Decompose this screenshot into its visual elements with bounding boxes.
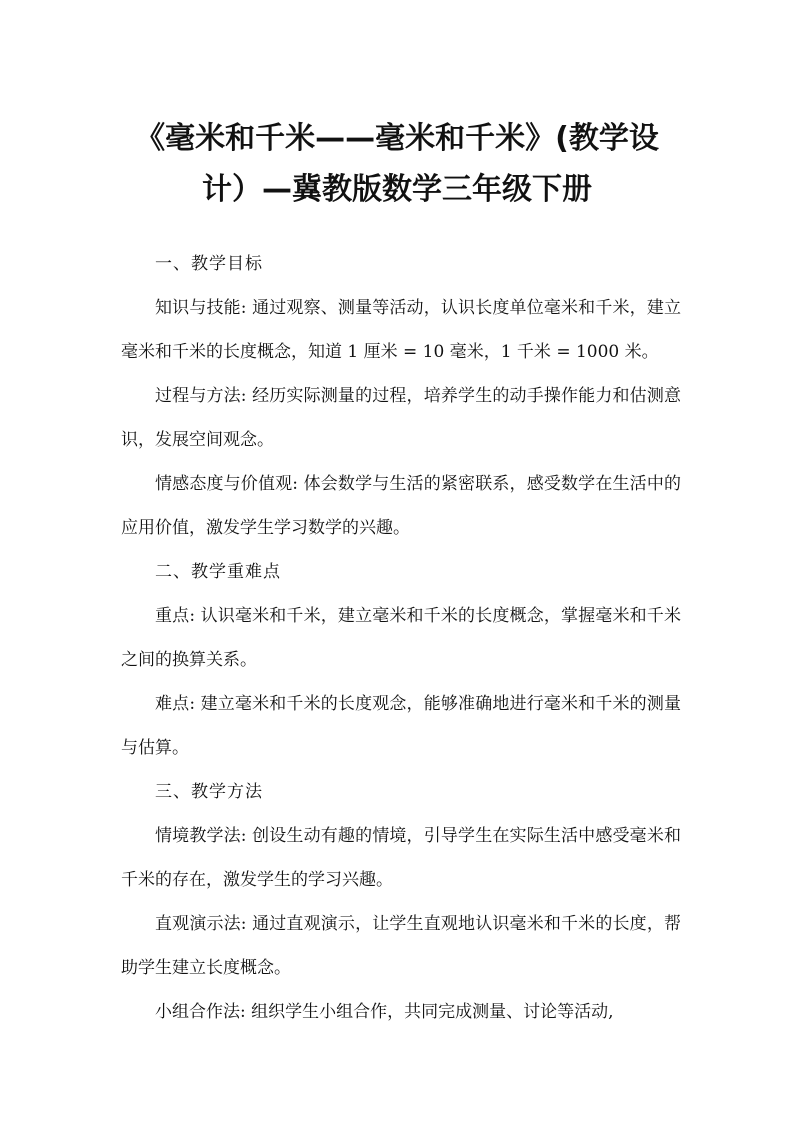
paragraph-knowledge-skills: 知识与技能: 通过观察、测量等活动，认识长度单位毫米和千米，建立毫米和千米的长度概念，知道 1 厘米 = 10 毫米，1 千米 = 1000 米。 xyxy=(121,298,681,362)
document-title-line-2: 计）—冀教版数学三年级下册 xyxy=(202,172,592,207)
section-heading-methods: 三、教学方法 xyxy=(155,782,263,802)
section-heading-objectives: 一、教学目标 xyxy=(155,254,263,274)
paragraph-process-method: 过程与方法: 经历实际测量的过程，培养学生的动手操作能力和估测意识，发展空间观念。 xyxy=(121,386,681,450)
paragraph-group-cooperation: 小组合作法: 组织学生小组合作，共同完成测量、讨论等活动, xyxy=(155,1002,614,1022)
paragraph-situational-teaching: 情境教学法: 创设生动有趣的情境，引导学生在实际生活中感受毫米和千米的存在，激发学生的学习兴趣。 xyxy=(121,826,681,890)
document-body xyxy=(121,242,681,1034)
paragraph-key-point: 重点: 认识毫米和千米，建立毫米和千米的长度概念，掌握毫米和千米之间的换算关系。 xyxy=(121,606,681,670)
paragraph-attitude-values: 情感态度与价值观: 体会数学与生活的紧密联系，感受数学在生活中的应用价值，激发学生学习数学的兴趣。 xyxy=(121,474,681,538)
section-heading-key-points: 二、教学重难点 xyxy=(155,562,281,582)
paragraph-difficult-point: 难点: 建立毫米和千米的长度观念，能够准确地进行毫米和千米的测量与估算。 xyxy=(121,694,681,758)
paragraph-visual-demonstration: 直观演示法: 通过直观演示，让学生直观地认识毫米和千米的长度，帮助学生建立长度概念。 xyxy=(121,914,681,978)
document-title-line-1: 《毫米和千米——毫米和千米》(教学设 xyxy=(135,121,659,156)
